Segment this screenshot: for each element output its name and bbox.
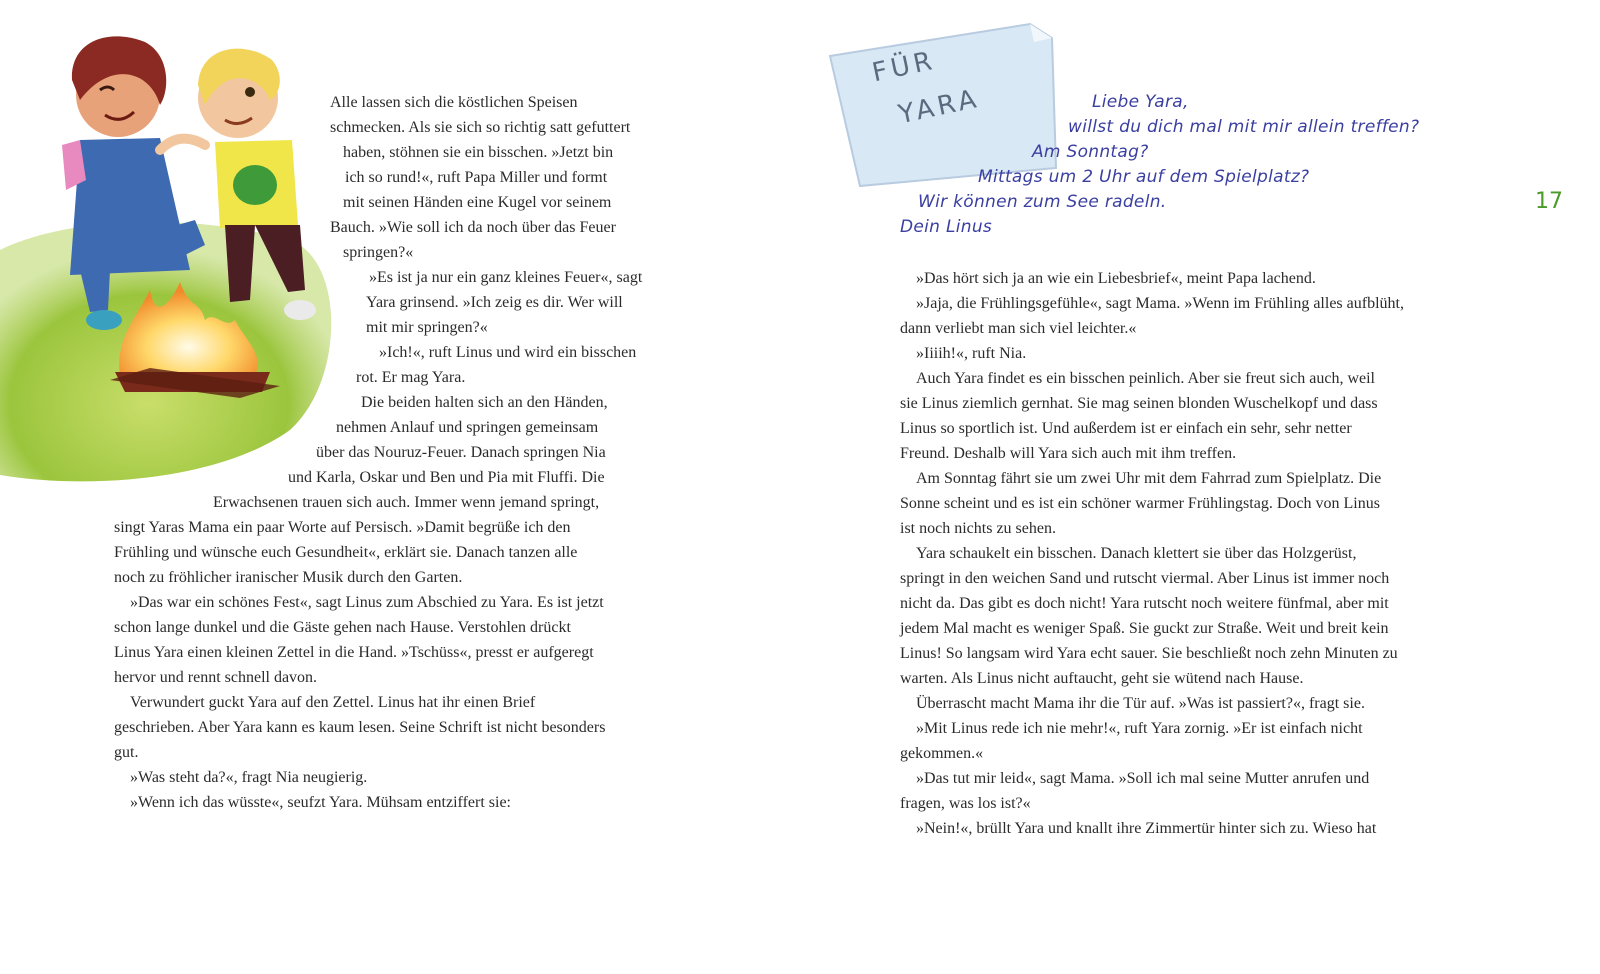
text-line: rot. Er mag Yara. [356,369,466,386]
text-line: warten. Als Linus nicht auftaucht, geht sie wütend nach Hause. [900,670,1304,687]
text-line: Yara schaukelt ein bisschen. Danach klettert sie über das Holzgerüst, [916,545,1357,562]
text-line: haben, stöhnen sie ein bisschen. »Jetzt bin [343,144,614,161]
text-line: dann verliebt man sich viel leichter.« [900,320,1137,337]
text-line: Sonne scheint und es ist ein schöner warmer Frühlingstag. Doch von Linus [900,495,1380,512]
text-line: Auch Yara findet es ein bisschen peinlich. Aber sie freut sich auch, weil [916,370,1375,387]
text-line: Am Sonntag fährt sie um zwei Uhr mit dem Fahrrad zum Spielplatz. Die [916,470,1382,487]
text-line: schon lange dunkel und die Gäste gehen nach Hause. Verstohlen drückt [114,619,571,636]
text-line: jedem Mal macht es weniger Spaß. Sie guckt zur Straße. Weit und breit kein [900,620,1389,637]
text-line: Freund. Deshalb will Yara sich auch mit ihm treffen. [900,445,1237,462]
letter-line: Mittags um 2 Uhr auf dem Spielplatz? [978,167,1310,187]
text-line: Alle lassen sich die köstlichen Speisen [330,94,578,111]
text-line: ich so rund!«, ruft Papa Miller und formt [345,169,608,186]
text-line: springen?« [343,244,414,261]
text-line: springt in den weichen Sand und rutscht viermal. Aber Linus ist immer noch [900,570,1390,587]
text-line: Linus so sportlich ist. Und außerdem ist er einfach ein sehr, sehr netter [900,420,1352,437]
text-line: »Iiiih!«, ruft Nia. [916,345,1027,362]
card-label-line2: YARA [895,83,983,131]
text-line: Linus! So langsam wird Yara echt sauer. Sie beschließt noch zehn Minuten zu [900,645,1398,662]
text-line: »Wenn ich das wüsste«, seufzt Yara. Mühsam entziffert sie: [130,794,511,811]
text-line: geschrieben. Aber Yara kann es kaum lesen. Seine Schrift ist nicht besonders [114,719,606,736]
text-line: »Es ist ja nur ein ganz kleines Feuer«, sagt [369,269,643,286]
text-line: schmecken. Als sie sich so richtig satt gefuttert [330,119,631,136]
text-line: sie Linus ziemlich gernhat. Sie mag seinen blonden Wuschelkopf und dass [900,395,1378,412]
letter-line: Liebe Yara, [1092,92,1189,112]
text-line: nehmen Anlauf und springen gemeinsam [336,419,599,436]
text-line: ist noch nichts zu sehen. [900,520,1056,537]
text-line: Erwachsenen trauen sich auch. Immer wenn jemand springt, [213,494,600,511]
text-line: »Das war ein schönes Fest«, sagt Linus zum Abschied zu Yara. Es ist jetzt [130,594,604,611]
text-line: und Karla, Oskar und Ben und Pia mit Fluffi. Die [288,469,605,486]
text-line: fragen, was los ist?« [900,795,1031,812]
card-label-line1: FÜR [869,45,939,89]
text-line: »Jaja, die Frühlingsgefühle«, sagt Mama. »Wenn im Frühling alles aufblüht, [916,295,1404,312]
letter-line: Am Sonntag? [1032,142,1149,162]
text-line: Verwundert guckt Yara auf den Zettel. Linus hat ihr einen Brief [130,694,536,711]
letter-line: willst du dich mal mit mir allein treffen? [1068,117,1420,137]
text-line: »Nein!«, brüllt Yara und knallt ihre Zimmertür hinter sich zu. Wieso hat [916,820,1377,837]
text-line: »Ich!«, ruft Linus und wird ein bisschen [379,344,637,361]
letter-line: Dein Linus [900,217,993,237]
page-number: 17 [1535,189,1563,214]
text-line: »Das tut mir leid«, sagt Mama. »Soll ich mal seine Mutter anrufen und [916,770,1370,787]
text-line: gekommen.« [900,745,984,762]
text-line: mit mir springen?« [366,319,488,336]
text-line: »Das hört sich ja an wie ein Liebesbrief«, meint Papa lachend. [916,270,1316,287]
text-line: Linus Yara einen kleinen Zettel in die Hand. »Tschüss«, presst er aufgeregt [114,644,594,661]
text-line: hervor und rennt schnell davon. [114,669,318,686]
text-line: gut. [114,744,139,761]
text-line: singt Yaras Mama ein paar Worte auf Persisch. »Damit begrüße ich den [114,519,571,536]
text-line: »Was steht da?«, fragt Nia neugierig. [130,769,368,786]
text-line: noch zu fröhlicher iranischer Musik durch den Garten. [114,569,463,586]
text-line: Überrascht macht Mama ihr die Tür auf. »Was ist passiert?«, fragt sie. [916,695,1365,712]
text-line: über das Nouruz-Feuer. Danach springen Nia [316,444,606,461]
text-line: »Mit Linus rede ich nie mehr!«, ruft Yara zornig. »Er ist einfach nicht [916,720,1363,737]
text-line: Bauch. »Wie soll ich da noch über das Feuer [330,219,616,236]
text-line: nicht da. Das gibt es doch nicht! Yara rutscht noch weitere fünfmal, aber mit [900,595,1389,612]
letter-line: Wir können zum See radeln. [918,192,1167,212]
text-line: Yara grinsend. »Ich zeig es dir. Wer will [366,294,623,311]
text-line: Frühling und wünsche euch Gesundheit«, erklärt sie. Danach tanzen alle [114,544,578,561]
text-line: mit seinen Händen eine Kugel vor seinem [343,194,612,211]
text-line: Die beiden halten sich an den Händen, [361,394,608,411]
